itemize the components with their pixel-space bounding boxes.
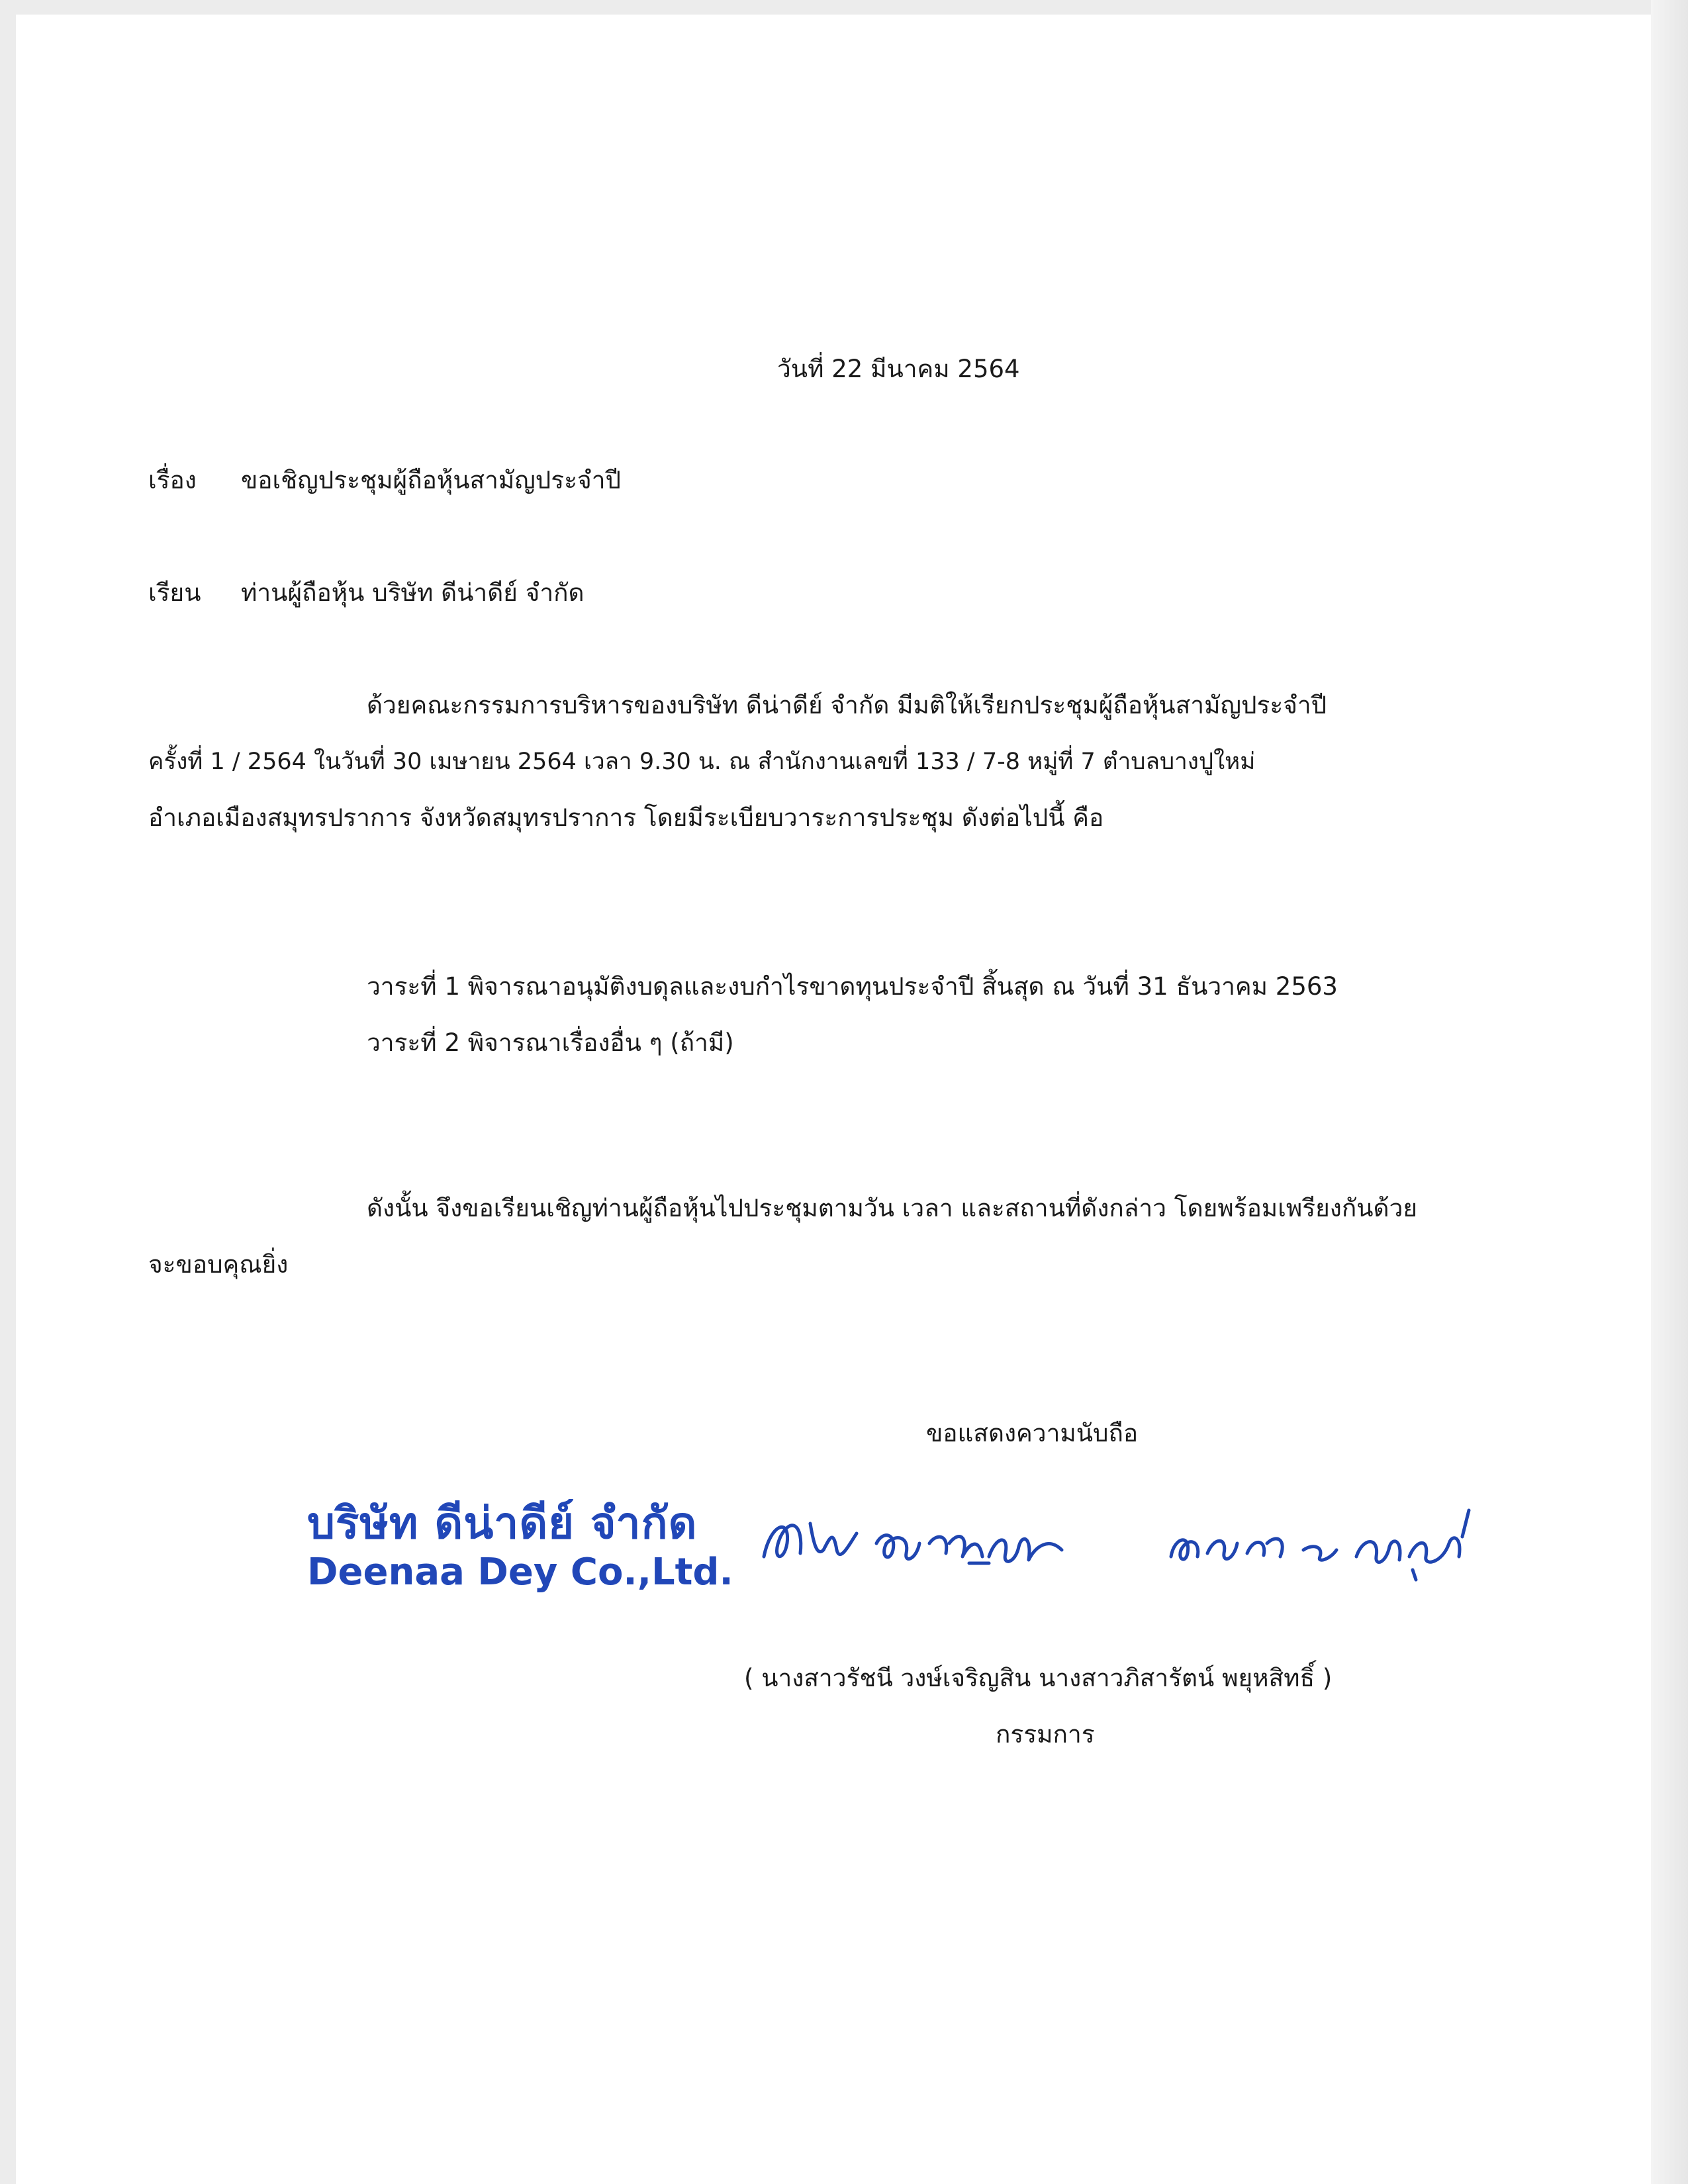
subject-label: เรื่อง <box>148 466 197 494</box>
signatory-position: กรรมการ <box>996 1720 1095 1749</box>
to-label: เรียน <box>148 578 201 607</box>
letter-page <box>16 15 1651 2184</box>
company-stamp <box>307 1497 733 1595</box>
date-line: วันที่ 22 มีนาคม 2564 <box>777 355 1020 383</box>
body-line-3: อำเภอเมืองสมุทรปราการ จังหวัดสมุทรปราการ โดยมีระเบียบวาระการประชุม ดังต่อไปนี้ คือ <box>148 803 1104 832</box>
agenda-item-1: วาระที่ 1 พิจารณาอนุมัติงบดุลและงบกำไรขาดทุนประจำปี สิ้นสุด ณ วันที่ 31 ธันวาคม 2563 <box>367 972 1338 1001</box>
signature-1 <box>751 1497 1082 1583</box>
subject-text: ขอเชิญประชุมผู้ถือหุ้นสามัญประจำปี <box>241 466 621 494</box>
closing-line-2: จะขอบคุณยิ่ง <box>148 1250 289 1279</box>
to-text: ท่านผู้ถือหุ้น บริษัท ดีน่าดีย์ จำกัด <box>241 578 585 607</box>
scan-edge <box>1651 0 1688 2184</box>
signature-2 <box>1151 1497 1495 1583</box>
signatories-names: ( นางสาวรัชนี วงษ์เจริญสิน นางสาวภิสารัตน์ พยุหสิทธิ์ ) <box>744 1664 1333 1692</box>
stamp-thai-name: บริษัท ดีน่าดีย์ จำกัด <box>307 1498 698 1549</box>
closing-line-1: ดังนั้น จึงขอเรียนเชิญท่านผู้ถือหุ้นไปประชุมตามวัน เวลา และสถานที่ดังกล่าว โดยพร้อมเพรียงกันด้วย <box>367 1194 1418 1222</box>
regards-text: ขอแสดงความนับถือ <box>926 1419 1139 1447</box>
body-line-1: ด้วยคณะกรรมการบริหารของบริษัท ดีน่าดีย์ จำกัด มีมติให้เรียกประชุมผู้ถือหุ้นสามัญประจำปี <box>367 691 1327 719</box>
stamp-english-name: Deenaa Dey Co.,Ltd. <box>307 1551 733 1594</box>
agenda-item-2: วาระที่ 2 พิจารณาเรื่องอื่น ๆ (ถ้ามี) <box>367 1028 734 1057</box>
body-line-2: ครั้งที่ 1 / 2564 ในวันที่ 30 เมษายน 2564 เวลา 9.30 น. ณ สำนักงานเลขที่ 133 / 7-8 หมู่ที่ 7 ตำบลบางปูใหม่ <box>148 749 1256 775</box>
